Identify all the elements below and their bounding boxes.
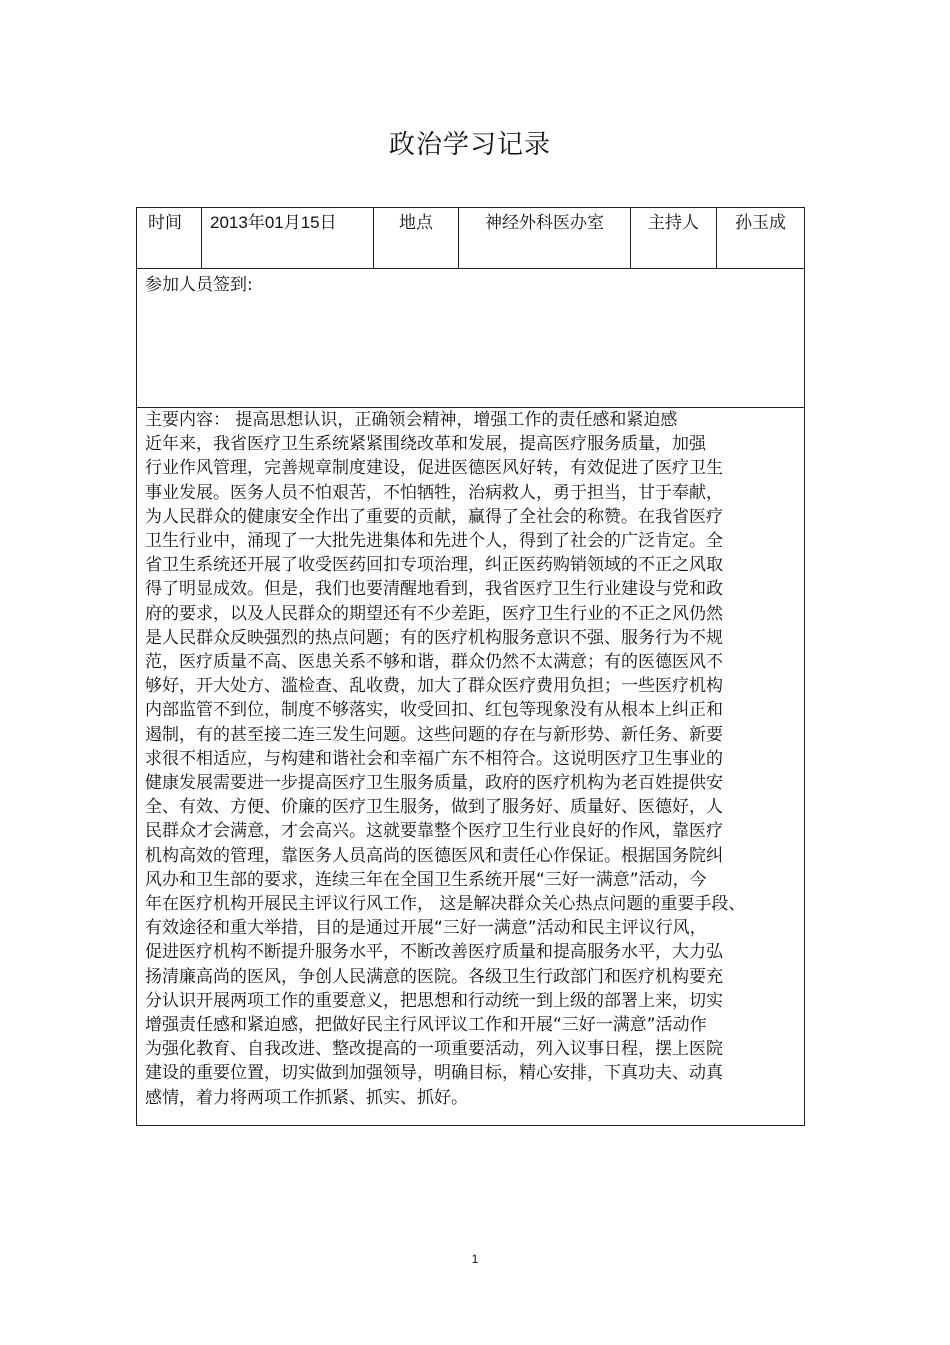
content-line: 是人民群众反映强烈的热点问题；有的医疗机构服务意识不强、服务行为不规 [145,627,723,648]
content-line: 有效途径和重大举措，目的是通过开展“三好一满意”活动和民主评议行风， [145,918,707,939]
content-line: 事业发展。医务人员不怕艰苦，不怕牺牲，治病救人，勇于担当，甘于奉献， [145,482,723,503]
content-line: 府的要求，以及人民群众的期望还有不少差距，医疗卫生行业的不正之风仍然 [145,603,723,624]
content-line: 为人民群众的健康安全作出了重要的贡献，赢得了全社会的称赞。在我省医疗 [145,506,723,527]
content-line: 全、有效、方便、价廉的医疗卫生服务，做到了服务好、质量好、医德好，人 [145,797,723,818]
page-title: 政治学习记录 [388,130,551,160]
content-line: 机构高效的管理，靠医务人员高尚的医德医风和责任心作保证。根据国务院纠 [145,845,723,866]
content-line: 内部监管不到位，制度不够落实，收受回扣、红包等现象没有从根本上纠正和 [145,700,723,721]
record-table [136,207,805,1126]
content-line: 省卫生系统还开展了收受医药回扣专项治理，纠正医药购销领域的不正之风取 [145,555,723,576]
content-line: 求很不相适应，与构建和谐社会和幸福广东不相符合。这说明医疗卫生事业的 [145,748,723,769]
content-line: 健康发展需要进一步提高医疗卫生服务质量，政府的医疗机构为老百姓提供安 [145,773,723,794]
content-line: 年在医疗机构开展民主评议行风工作， 这是解决群众关心热点问题的重要手段、 [145,894,746,915]
content-line: 得了明显成效。但是，我们也要清醒地看到，我省医疗卫生行业建设与党和政 [145,579,723,600]
attendees-label: 参加人员签到: [145,275,253,295]
content-line: 范，医疗质量不高、医患关系不够和谐，群众仍然不太满意；有的医德医风不 [145,652,723,673]
content-line: 扬清廉高尚的医风，争创人民满意的医院。各级卫生行政部门和医疗机构要充 [145,966,723,987]
content-line: 感情，着力将两项工作抓紧、抓实、抓好。 [145,1087,468,1108]
page-number: 1 [471,1252,479,1266]
content-line: 增强责任感和紧迫感，把做好民主行风评议工作和开展“三好一满意”活动作 [145,1015,707,1036]
content-line: 为强化教育、自我改进、整改提高的一项重要活动，列入议事日程，摆上医院 [145,1039,723,1060]
content-line: 近年来，我省医疗卫生系统紧紧围绕改革和发展，提高医疗服务质量，加强 [145,434,706,455]
header-row [137,208,805,269]
host-value: 孙玉成 [717,208,805,269]
content-line: 行业作风管理，完善规章制度建设，促进医德医风好转，有效促进了医疗卫生 [145,458,723,479]
content-line: 分认识开展两项工作的重要意义，把思想和行动统一到上级的部署上来，切实 [145,990,723,1011]
content-line: 建设的重要位置，切实做到加强领导，明确目标，精心安排，下真功夫、动真 [145,1063,723,1084]
host-label: 主持人 [631,208,717,269]
place-label: 地点 [374,208,459,269]
content-line: 卫生行业中，涌现了一大批先进集体和先进个人，得到了社会的广泛肯定。全 [145,531,723,552]
content-cell [137,408,805,1126]
content-row [137,408,805,1126]
time-value: 2013年01月15日 [202,208,374,269]
content-line: 够好，开大处方、滥检查、乱收费，加大了群众医疗费用负担；一些医疗机构 [145,676,723,697]
attendees-cell [137,269,805,408]
content-line: 主要内容： 提高思想认识，正确领会精神，增强工作的责任感和紧迫感 [145,410,678,430]
content-line: 遏制，有的甚至接二连三发生问题。这些问题的存在与新形势、新任务、新要 [145,724,723,745]
time-label: 时间 [137,208,202,269]
attendees-row [137,269,805,408]
place-value: 神经外科医办室 [459,208,631,269]
content-text [145,408,804,1110]
content-line: 风办和卫生部的要求，连续三年在全国卫生系统开展“三好一满意”活动，今 [145,869,707,890]
content-line: 促进医疗机构不断提升服务水平，不断改善医疗质量和提高服务水平，大力弘 [145,942,723,963]
content-line: 民群众才会满意，才会高兴。这就要靠整个医疗卫生行业良好的作风，靠医疗 [145,821,723,842]
